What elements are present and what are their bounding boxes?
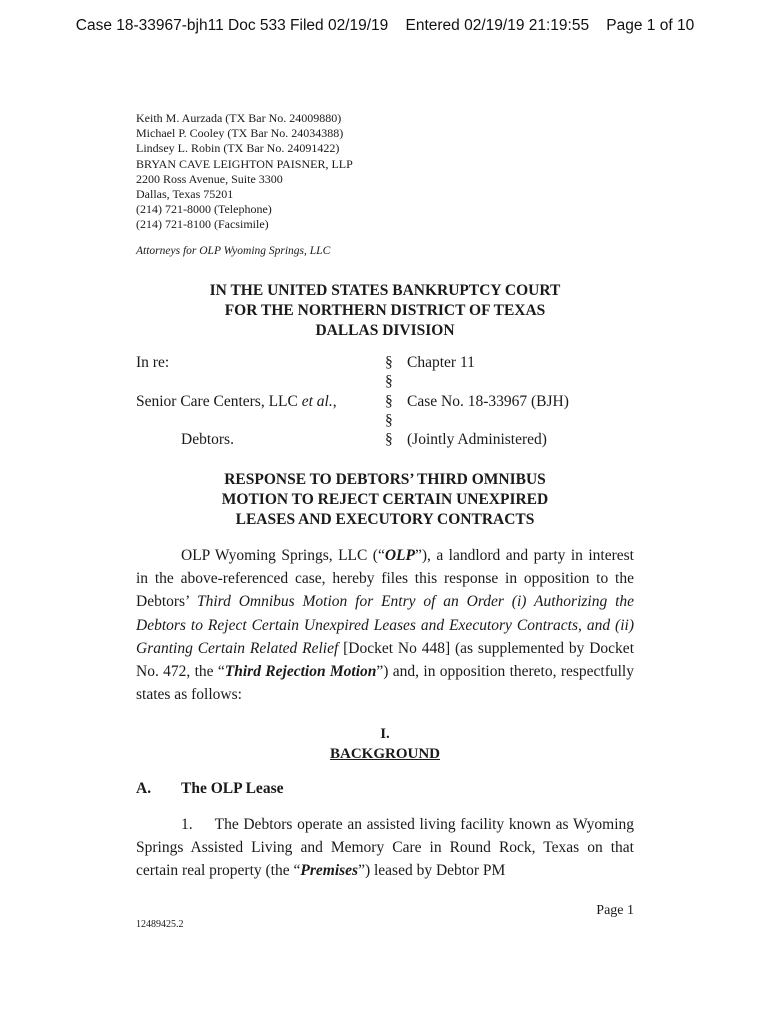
et-al-text: et al. <box>301 393 333 410</box>
intro-text: ”) and, in opposition thereto, respectfully states as follows: <box>136 663 634 704</box>
caption-debtors: Debtors. <box>181 431 234 448</box>
caption-case-no: Case No. 18-33967 (BJH) <box>407 393 569 410</box>
attorney-line: (214) 721-8100 (Facsimile) <box>136 217 269 232</box>
attorney-line: BRYAN CAVE LEIGHTON PAISNER, LLP <box>136 156 353 171</box>
section-mark: § <box>385 412 393 429</box>
subheading-text: The OLP Lease <box>181 780 284 797</box>
court-heading <box>0 281 770 341</box>
motion-title: Third Omnibus Motion for Entry of an Order (i) Authorizing the Debtors to Reject Certain Unexpired Leases and Executory Contracts, and (ii) Granting Certain Related Relief <box>136 593 635 657</box>
paragraph-text: ”) leased by Debtor PM <box>358 862 506 880</box>
attorney-line: Dallas, Texas 75201 <box>136 187 234 202</box>
section-number: I. <box>380 726 390 742</box>
intro-text: [Docket No 448] (as supplemented by Docket No. 472, the “ <box>136 639 634 681</box>
court-line: DALLAS DIVISION <box>315 322 455 339</box>
title-line: LEASES AND EXECUTORY CONTRACTS <box>235 511 535 528</box>
defined-term-olp: OLP <box>384 547 415 564</box>
defined-term-premises: Premises <box>300 862 359 880</box>
attorney-block <box>136 111 353 233</box>
caption-in-re: In re: <box>136 354 170 371</box>
title-line: RESPONSE TO DEBTORS’ THIRD OMNIBUS <box>224 471 546 488</box>
intro-text: ”), a landlord and party in interest in the above-referenced case, hereby files this response in opposition to the Debtors’ <box>136 547 634 611</box>
paragraph-number: 1. <box>181 816 193 833</box>
caption-debtor-name <box>136 393 337 411</box>
debtor-name-text: Senior Care Centers, LLC <box>136 393 302 410</box>
section-name: BACKGROUND <box>329 746 440 762</box>
court-line: FOR THE NORTHERN DISTRICT OF TEXAS <box>224 302 546 319</box>
court-line: IN THE UNITED STATES BANKRUPTCY COURT <box>209 282 561 299</box>
section-mark: § <box>385 393 393 410</box>
attorney-line: Lindsey L. Robin (TX Bar No. 24091422) <box>136 141 340 156</box>
intro-paragraph <box>136 544 634 706</box>
caption-jointly: (Jointly Administered) <box>407 431 547 448</box>
section-mark: § <box>385 373 393 390</box>
ecf-header: Case 18-33967-bjh11 Doc 533 Filed 02/19/19 Entered 02/19/19 21:19:55 Page 1 of 10 <box>75 17 695 34</box>
attorney-line: Keith M. Aurzada (TX Bar No. 24009880) <box>136 111 342 125</box>
caption-chapter: Chapter 11 <box>407 354 475 371</box>
section-mark: § <box>385 354 393 371</box>
defined-term-third-rejection-motion: Third Rejection Motion <box>224 663 377 681</box>
title-line: MOTION TO REJECT CERTAIN UNEXPIRED <box>221 491 549 508</box>
subheading-letter: A. <box>136 780 152 797</box>
comma-text: , <box>332 393 337 410</box>
intro-text: OLP Wyoming Springs, LLC (“ <box>181 547 385 564</box>
document-id: 12489425.2 <box>136 919 184 930</box>
section-heading <box>0 724 770 764</box>
document-title <box>0 470 770 530</box>
paragraph-1 <box>136 813 634 883</box>
section-mark: § <box>385 431 393 448</box>
attorney-line: (214) 721-8000 (Telephone) <box>136 202 272 217</box>
paragraph-text: The Debtors operate an assisted living facility known as Wyoming Springs Assisted Living and Memory Care in Round Rock, Texas on that certain real property (the “ <box>136 816 634 880</box>
attorney-line: 2200 Ross Avenue, Suite 3300 <box>136 171 283 186</box>
attorneys-for: Attorneys for OLP Wyoming Springs, LLC <box>136 245 331 257</box>
attorney-line: Michael P. Cooley (TX Bar No. 24034388) <box>136 126 344 141</box>
page-number: Page 1 <box>596 903 634 918</box>
